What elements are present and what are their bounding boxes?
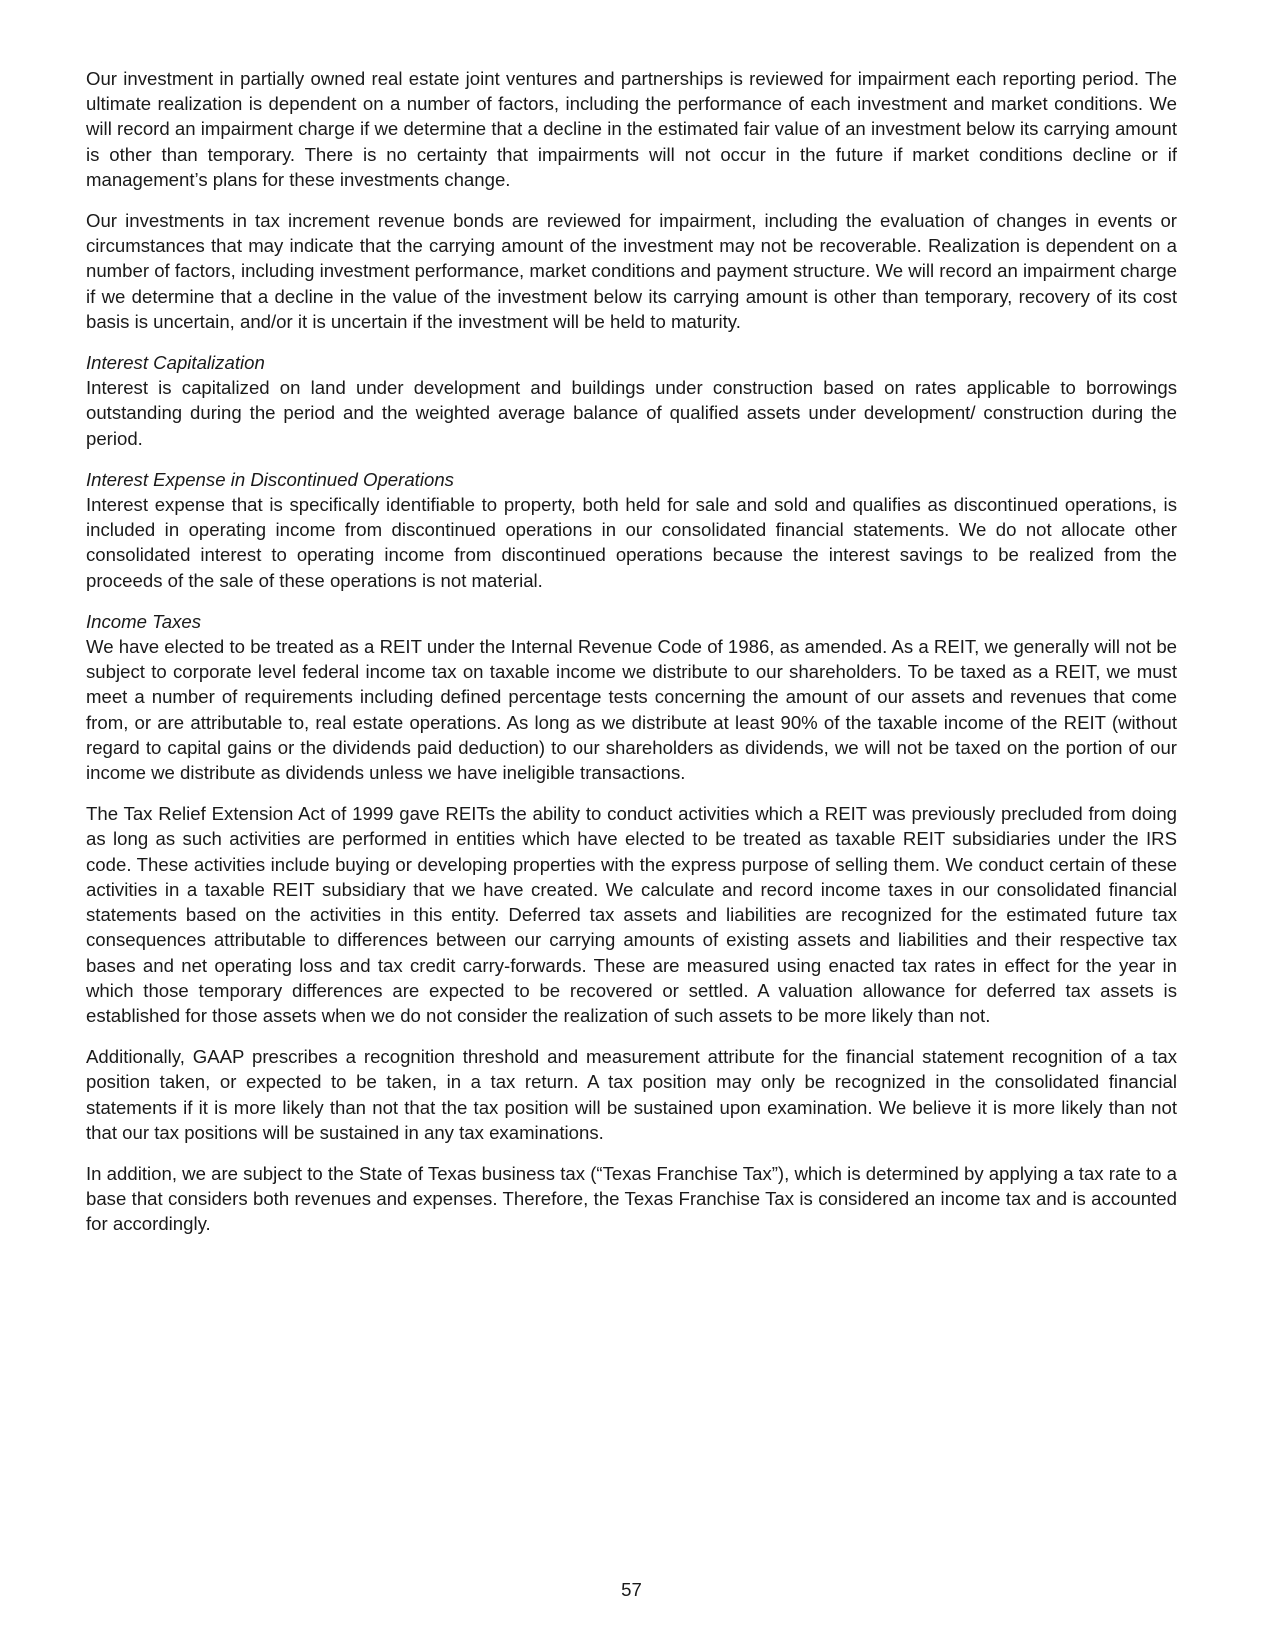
income-taxes-reit-paragraph: We have elected to be treated as a REIT under the Internal Revenue Code of 1986, as amended. As a REIT, we generally will not be subject to corporate level federal income tax on taxable income we distribute to our shareholders. To be taxed as a REIT, we must meet a number of requirements including defined percentage tests concerning the amount of our assets and revenues that come from, or are attributable to, real estate operations. As long as we distribute at least 90% of the taxable income of the REIT (without regard to capital gains or the dividends paid deduction) to our shareholders as dividends, we will not be taxed on the portion of our income we distribute as dividends unless we have ineligible transactions.: [86, 636, 1177, 784]
income-taxes-heading: Income Taxes: [86, 610, 202, 632]
interest-capitalization-section: [86, 350, 1177, 451]
impairment-tax-bonds-paragraph: Our investments in tax increment revenue bonds are reviewed for impairment, including the evaluation of changes in events or circumstances that may indicate that the carrying amount of the investment may not be recoverable. Realization is dependent on a number of factors, including investment performance, market conditions and payment structure. We will record an impairment charge if we determine that a decline in the value of the investment below its carrying amount is other than temporary, recovery of its cost basis is uncertain, and/or it is uncertain if the investment will be held to maturity.: [86, 210, 1177, 332]
interest-expense-heading: Interest Expense in Discontinued Operations: [86, 468, 454, 490]
document-page: [86, 66, 1177, 1546]
page-number: 57: [621, 1579, 642, 1600]
gaap-tax-position-paragraph: Additionally, GAAP prescribes a recognition threshold and measurement attribute for the financial statement recognition of a tax position taken, or expected to be taken, in a tax return. A tax position may only be recognized in the consolidated financial statements if it is more likely than not that the tax position will be sustained upon examination. We believe it is more likely than not that our tax positions will be sustained in any tax examinations.: [86, 1046, 1177, 1143]
tax-relief-act-paragraph: The Tax Relief Extension Act of 1999 gave REITs the ability to conduct activities which a REIT was previously precluded from doing as long as such activities are performed in entities which have elected to be treated as taxable REIT subsidiaries under the IRS code. These activities include buying or developing properties with the express purpose of selling them. We conduct certain of these activities in a taxable REIT subsidiary that we have created. We calculate and record income taxes in our consolidated financial statements based on the activities in this entity. Deferred tax assets and liabilities are recognized for the estimated future tax consequences attributable to differences between our carrying amounts of existing assets and liabilities and their respective tax bases and net operating loss and tax credit carry-forwards. These are measured using enacted tax rates in effect for the year in which those temporary differences are expected to be recovered or settled. A valuation allowance for deferred tax assets is established for those assets when we do not consider the realization of such assets to be more likely than not.: [86, 803, 1177, 1026]
texas-franchise-tax-paragraph: In addition, we are subject to the State of Texas business tax (“Texas Franchise Tax”), which is determined by applying a tax rate to a base that considers both revenues and expenses. Therefore, the Texas Franchise Tax is considered an income tax and is accounted for accordingly.: [86, 1162, 1177, 1235]
income-taxes-section: [86, 609, 1177, 1237]
impairment-joint-ventures-paragraph: Our investment in partially owned real estate joint ventures and partnerships is reviewed for impairment each reporting period. The ultimate realization is dependent on a number of factors, including the performance of each investment and market conditions. We will record an impairment charge if we determine that a decline in the estimated fair value of an investment below its carrying amount is other than temporary. There is no certainty that impairments will not occur in the future if market conditions decline or if management’s plans for these investments change.: [86, 68, 1177, 190]
interest-expense-body: Interest expense that is specifically identifiable to property, both held for sale and sold and qualifies as discontinued operations, is included in operating income from discontinued operations in our consolidated financial statements. We do not allocate other consolidated interest to operating income from discontinued operations because the interest savings to be realized from the proceeds of the sale of these operations is not material.: [86, 494, 1177, 591]
interest-capitalization-body: Interest is capitalized on land under development and buildings under construction based on rates applicable to borrowings outstanding during the period and the weighted average balance of qualified assets under development/ construction during the period.: [86, 377, 1177, 449]
interest-expense-section: [86, 467, 1177, 593]
interest-capitalization-heading: Interest Capitalization: [86, 352, 265, 374]
